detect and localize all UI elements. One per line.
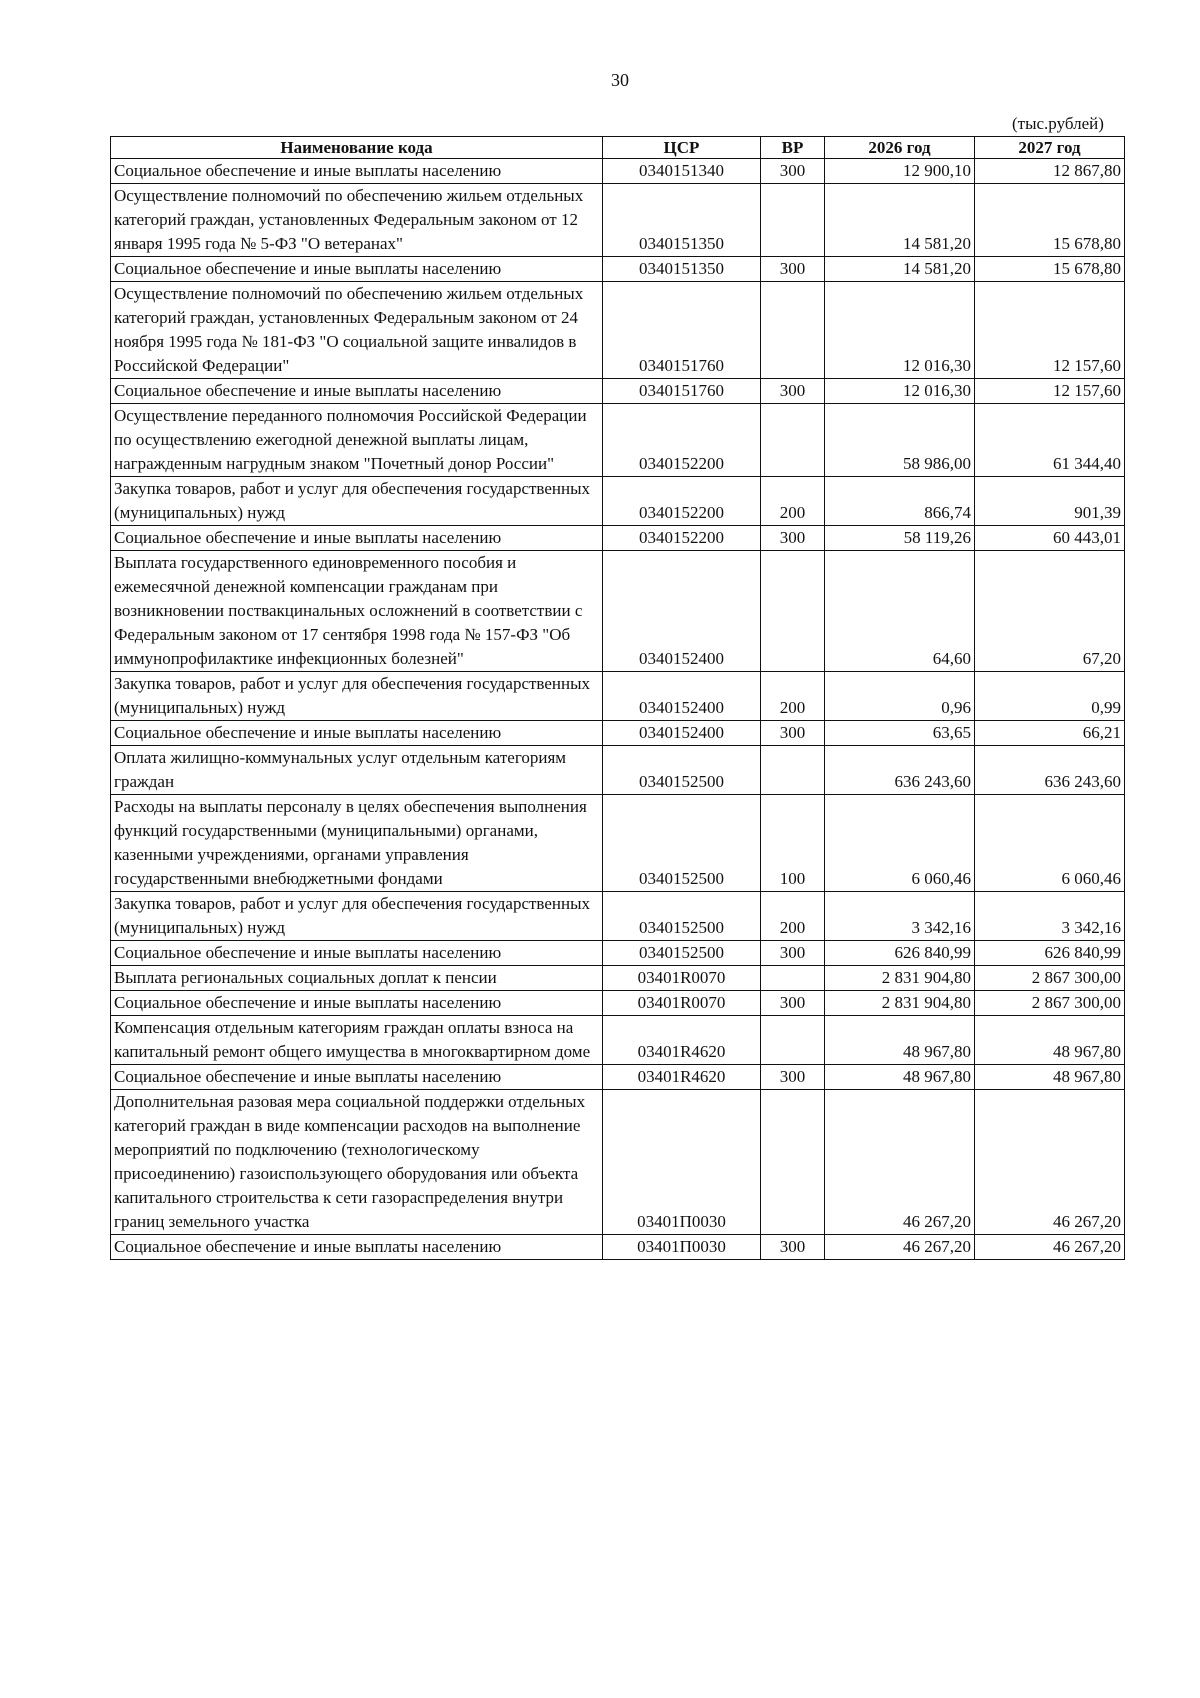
row-amount-2027: 2 867 300,00: [975, 966, 1125, 991]
row-name: Компенсация отдельным категориям граждан оплаты взноса на капитальный ремонт общего имущества в многоквартирном доме: [111, 1016, 603, 1065]
table-row: [111, 672, 1125, 721]
table-row: [111, 551, 1125, 672]
row-vr: [761, 551, 825, 672]
row-csr: 0340152400: [603, 721, 761, 746]
row-vr: 300: [761, 1065, 825, 1090]
table-row: [111, 404, 1125, 477]
table-row: [111, 1016, 1125, 1065]
header-vr: ВР: [761, 137, 825, 159]
row-csr: 0340152400: [603, 551, 761, 672]
page-number: 30: [611, 70, 629, 90]
row-amount-2026: 46 267,20: [825, 1090, 975, 1235]
row-amount-2026: 0,96: [825, 672, 975, 721]
row-vr: 300: [761, 159, 825, 184]
row-amount-2026: 14 581,20: [825, 257, 975, 282]
table-row: [111, 941, 1125, 966]
table-row: [111, 526, 1125, 551]
row-name: Осуществление полномочий по обеспечению жильем отдельных категорий граждан, установленных Федеральным законом от 12 января 1995 года № 5-ФЗ "О ветеранах": [111, 184, 603, 257]
table-row: [111, 184, 1125, 257]
row-vr: [761, 1090, 825, 1235]
table-body: [111, 159, 1125, 1260]
row-vr: 300: [761, 1235, 825, 1260]
table-row: [111, 1090, 1125, 1235]
row-csr: 0340151350: [603, 257, 761, 282]
row-name: Социальное обеспечение и иные выплаты населению: [111, 1235, 603, 1260]
table-row: [111, 991, 1125, 1016]
table-row: [111, 159, 1125, 184]
row-csr: 0340152200: [603, 404, 761, 477]
row-amount-2027: 6 060,46: [975, 795, 1125, 892]
row-amount-2027: 46 267,20: [975, 1235, 1125, 1260]
table-row: [111, 379, 1125, 404]
table-row: [111, 892, 1125, 941]
row-name: Социальное обеспечение и иные выплаты населению: [111, 1065, 603, 1090]
row-amount-2027: 60 443,01: [975, 526, 1125, 551]
row-csr: 03401R4620: [603, 1016, 761, 1065]
row-amount-2027: 48 967,80: [975, 1016, 1125, 1065]
row-amount-2026: 3 342,16: [825, 892, 975, 941]
row-name: Расходы на выплаты персоналу в целях обеспечения выполнения функций государственными (муниципальными) органами, казенными учреждениями, органами управления государственными внебюджетными фондами: [111, 795, 603, 892]
row-amount-2027: 3 342,16: [975, 892, 1125, 941]
row-name: Дополнительная разовая мера социальной поддержки отдельных категорий граждан в виде компенсации расходов на выполнение мероприятий по подключению (технологическому присоединению) газоиспользующего оборудования или объекта капитального строительства к сети газораспределения внутри границ земельного участка: [111, 1090, 603, 1235]
row-vr: 300: [761, 526, 825, 551]
row-name: Социальное обеспечение и иные выплаты населению: [111, 379, 603, 404]
table-row: [111, 1235, 1125, 1260]
row-name: Осуществление переданного полномочия Российской Федерации по осуществлению ежегодной денежной выплаты лицам, награжденным нагрудным знаком "Почетный донор России": [111, 404, 603, 477]
row-vr: [761, 184, 825, 257]
row-amount-2026: 626 840,99: [825, 941, 975, 966]
row-name: Осуществление полномочий по обеспечению жильем отдельных категорий граждан, установленных Федеральным законом от 24 ноября 1995 года № 181-ФЗ "О социальной защите инвалидов в Российской Федерации": [111, 282, 603, 379]
row-amount-2027: 61 344,40: [975, 404, 1125, 477]
table-row: [111, 746, 1125, 795]
row-name: Закупка товаров, работ и услуг для обеспечения государственных (муниципальных) нужд: [111, 672, 603, 721]
row-amount-2027: 636 243,60: [975, 746, 1125, 795]
row-name: Выплата региональных социальных доплат к пенсии: [111, 966, 603, 991]
row-amount-2026: 48 967,80: [825, 1065, 975, 1090]
row-csr: 0340152500: [603, 892, 761, 941]
row-csr: 03401R0070: [603, 991, 761, 1016]
budget-table: [110, 136, 1125, 1260]
row-name: Социальное обеспечение и иные выплаты населению: [111, 257, 603, 282]
row-name: Выплата государственного единовременного пособия и ежемесячной денежной компенсации гражданам при возникновении поствакцинальных осложнений в соответствии с Федеральным законом от 17 сентября 1998 года № 157-ФЗ "Об иммунопрофилактике инфекционных болезней": [111, 551, 603, 672]
row-csr: 0340152500: [603, 746, 761, 795]
row-amount-2027: 12 157,60: [975, 282, 1125, 379]
row-amount-2027: 0,99: [975, 672, 1125, 721]
row-name: Социальное обеспечение и иные выплаты населению: [111, 526, 603, 551]
table-row: [111, 477, 1125, 526]
row-amount-2027: 66,21: [975, 721, 1125, 746]
table-row: [111, 257, 1125, 282]
row-vr: [761, 746, 825, 795]
row-amount-2027: 626 840,99: [975, 941, 1125, 966]
row-amount-2027: 2 867 300,00: [975, 991, 1125, 1016]
row-vr: 200: [761, 672, 825, 721]
row-name: Социальное обеспечение и иные выплаты населению: [111, 991, 603, 1016]
table-row: [111, 282, 1125, 379]
header-csr: ЦСР: [603, 137, 761, 159]
row-vr: [761, 1016, 825, 1065]
row-csr: 0340152500: [603, 795, 761, 892]
row-vr: [761, 282, 825, 379]
row-amount-2026: 58 119,26: [825, 526, 975, 551]
row-amount-2026: 63,65: [825, 721, 975, 746]
row-csr: 0340152200: [603, 526, 761, 551]
row-csr: 03401R4620: [603, 1065, 761, 1090]
row-amount-2027: 15 678,80: [975, 184, 1125, 257]
row-amount-2026: 636 243,60: [825, 746, 975, 795]
row-amount-2027: 901,39: [975, 477, 1125, 526]
row-amount-2027: 67,20: [975, 551, 1125, 672]
row-amount-2027: 15 678,80: [975, 257, 1125, 282]
row-vr: 100: [761, 795, 825, 892]
units-label: (тыс.рублей): [1012, 114, 1104, 133]
row-amount-2026: 12 900,10: [825, 159, 975, 184]
row-amount-2027: 12 157,60: [975, 379, 1125, 404]
header-name: Наименование кода: [111, 137, 603, 159]
row-csr: 0340151350: [603, 184, 761, 257]
row-vr: 200: [761, 477, 825, 526]
row-name: Оплата жилищно-коммунальных услуг отдельным категориям граждан: [111, 746, 603, 795]
row-amount-2026: 12 016,30: [825, 379, 975, 404]
table-row: [111, 721, 1125, 746]
row-amount-2026: 12 016,30: [825, 282, 975, 379]
table-row: [111, 966, 1125, 991]
row-amount-2026: 2 831 904,80: [825, 991, 975, 1016]
row-csr: 03401П0030: [603, 1090, 761, 1235]
row-name: Закупка товаров, работ и услуг для обеспечения государственных (муниципальных) нужд: [111, 477, 603, 526]
row-amount-2026: 14 581,20: [825, 184, 975, 257]
row-csr: 0340151760: [603, 282, 761, 379]
row-vr: 200: [761, 892, 825, 941]
row-name: Закупка товаров, работ и услуг для обеспечения государственных (муниципальных) нужд: [111, 892, 603, 941]
row-csr: 0340151760: [603, 379, 761, 404]
row-name: Социальное обеспечение и иные выплаты населению: [111, 941, 603, 966]
row-vr: 300: [761, 991, 825, 1016]
header-2026: 2026 год: [825, 137, 975, 159]
row-vr: 300: [761, 721, 825, 746]
header-2027: 2027 год: [975, 137, 1125, 159]
row-amount-2026: 2 831 904,80: [825, 966, 975, 991]
row-csr: 0340152500: [603, 941, 761, 966]
row-vr: [761, 404, 825, 477]
row-csr: 0340152400: [603, 672, 761, 721]
row-amount-2026: 58 986,00: [825, 404, 975, 477]
row-vr: 300: [761, 379, 825, 404]
row-csr: 0340152200: [603, 477, 761, 526]
row-csr: 03401R0070: [603, 966, 761, 991]
row-amount-2026: 64,60: [825, 551, 975, 672]
row-vr: 300: [761, 257, 825, 282]
row-csr: 0340151340: [603, 159, 761, 184]
row-vr: 300: [761, 941, 825, 966]
row-amount-2027: 46 267,20: [975, 1090, 1125, 1235]
row-amount-2026: 6 060,46: [825, 795, 975, 892]
row-name: Социальное обеспечение и иные выплаты населению: [111, 721, 603, 746]
row-vr: [761, 966, 825, 991]
row-csr: 03401П0030: [603, 1235, 761, 1260]
table-row: [111, 1065, 1125, 1090]
row-name: Социальное обеспечение и иные выплаты населению: [111, 159, 603, 184]
table-row: [111, 795, 1125, 892]
row-amount-2026: 866,74: [825, 477, 975, 526]
row-amount-2027: 48 967,80: [975, 1065, 1125, 1090]
table-header-row: [111, 137, 1125, 159]
row-amount-2027: 12 867,80: [975, 159, 1125, 184]
row-amount-2026: 48 967,80: [825, 1016, 975, 1065]
row-amount-2026: 46 267,20: [825, 1235, 975, 1260]
